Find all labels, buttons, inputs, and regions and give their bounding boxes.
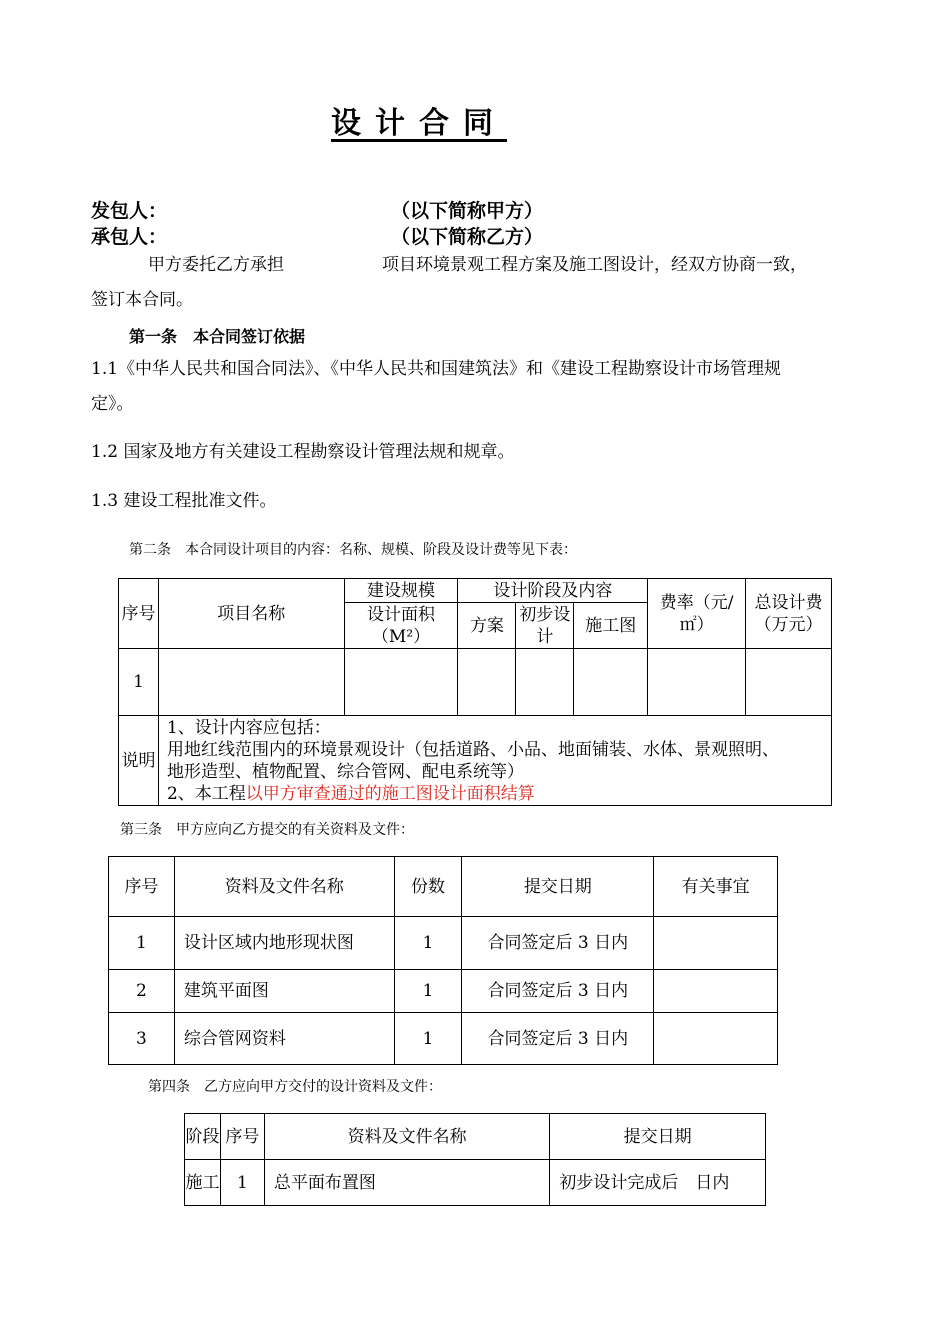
row-copies: 1 — [394, 917, 462, 970]
row-submit-date: 合同签定后 3 日内 — [462, 917, 654, 970]
cell-scheme — [458, 649, 516, 716]
header-submit-date: 提交日期 — [462, 857, 654, 917]
clause3-heading: 第三条 甲方应向乙方提交的有关资料及文件： — [120, 822, 414, 838]
header-document-name: 资料及文件名称 — [174, 857, 394, 917]
row-remarks — [654, 917, 778, 970]
clause1-item1-line2: 定》。 — [91, 394, 134, 414]
header-project-name: 项目名称 — [158, 579, 344, 649]
table-row — [109, 917, 778, 970]
cell-area — [344, 649, 458, 716]
row-submit-date: 合同签定后 3 日内 — [462, 970, 654, 1013]
note-line3: 地形造型、植物配置、综合管网、配电系统等） — [166, 761, 524, 782]
clause1-item1-line1: 1.1《中华人民共和国合同法》、《中华人民共和国建筑法》和《建设工程勘察设计市场管理规 — [91, 359, 782, 379]
cell-project-name — [158, 649, 344, 716]
intro-part2: 项目环境景观工程方案及施工图设计，经双方协商一致， — [382, 255, 807, 275]
employer-label: 发包人： — [91, 200, 168, 222]
header-construction: 施工图 — [574, 603, 648, 649]
contractor-label: 承包人： — [91, 226, 168, 248]
row-seq: 1 — [220, 1160, 264, 1206]
header-document-name: 资料及文件名称 — [264, 1114, 549, 1160]
row-remarks — [654, 970, 778, 1013]
cell-construction — [574, 649, 648, 716]
row-document-name: 总平面布置图 — [264, 1160, 549, 1206]
client-documents-table — [108, 856, 778, 1065]
contractor-note: （以下简称乙方） — [391, 226, 544, 248]
intro-part3: 签订本合同。 — [91, 290, 193, 310]
note-content — [158, 716, 831, 806]
note-line2: 用地红线范围内的环境景观设计（包括道路、小品、地面铺装、水体、景观照明、 — [166, 739, 779, 760]
cell-preliminary — [516, 649, 574, 716]
header-stage: 设计阶段及内容 — [458, 579, 648, 603]
employer-note: （以下简称甲方） — [391, 200, 544, 222]
header-seq: 序号 — [220, 1114, 264, 1160]
table-row — [109, 1013, 778, 1065]
header-preliminary: 初步设计 — [516, 603, 574, 649]
header-scheme: 方案 — [458, 603, 516, 649]
clause1-item3: 1.3 建设工程批准文件。 — [91, 491, 277, 511]
row-seq: 3 — [109, 1013, 175, 1065]
header-remarks: 有关事宜 — [654, 857, 778, 917]
clause1-item2: 1.2 国家及地方有关建设工程勘察设计管理法规和规章。 — [91, 442, 515, 462]
row-submit-date: 初步设计完成后 日内 — [550, 1160, 766, 1206]
header-copies: 份数 — [394, 857, 462, 917]
note-line1: 1、设计内容应包括： — [166, 717, 331, 738]
design-items-table — [118, 578, 832, 806]
intro-part1: 甲方委托乙方承担 — [148, 255, 284, 275]
clause2-heading: 第二条 本合同设计项目的内容：名称、规模、阶段及设计费等见下表： — [129, 542, 577, 558]
header-stage: 阶段 — [185, 1114, 221, 1160]
row-document-name: 建筑平面图 — [174, 970, 394, 1013]
note-label: 说明 — [119, 716, 159, 806]
header-seq: 序号 — [109, 857, 175, 917]
note-line4-prefix: 2、本工程 — [166, 783, 246, 804]
row-seq: 1 — [109, 917, 175, 970]
row-submit-date: 合同签定后 3 日内 — [462, 1013, 654, 1065]
table-row — [109, 970, 778, 1013]
row-seq: 2 — [109, 970, 175, 1013]
row-document-name: 综合管网资料 — [174, 1013, 394, 1065]
table-row — [185, 1160, 766, 1206]
clause1-heading: 第一条 本合同签订依据 — [129, 327, 306, 346]
deliverables-table — [184, 1113, 766, 1206]
note-line4-highlight: 以甲方审查通过的施工图设计面积结算 — [245, 783, 535, 804]
row-stage: 施工 — [185, 1160, 221, 1206]
header-area: 设计面积（M²） — [344, 603, 458, 649]
row-document-name: 设计区域内地形现状图 — [174, 917, 394, 970]
note-line4 — [167, 783, 831, 805]
header-seq: 序号 — [119, 579, 159, 649]
row-copies: 1 — [394, 1013, 462, 1065]
row-seq: 1 — [119, 649, 159, 716]
clause4-heading: 第四条 乙方应向甲方交付的设计资料及文件： — [148, 1079, 442, 1095]
page-title: 设计合同 — [331, 106, 507, 141]
header-total-fee: 总设计费（万元） — [746, 579, 832, 649]
header-submit-date: 提交日期 — [550, 1114, 766, 1160]
cell-total-fee — [746, 649, 832, 716]
header-scale: 建设规模 — [344, 579, 458, 603]
row-remarks — [654, 1013, 778, 1065]
header-rate: 费率（元/㎡） — [648, 579, 746, 649]
row-copies: 1 — [394, 970, 462, 1013]
cell-rate — [648, 649, 746, 716]
